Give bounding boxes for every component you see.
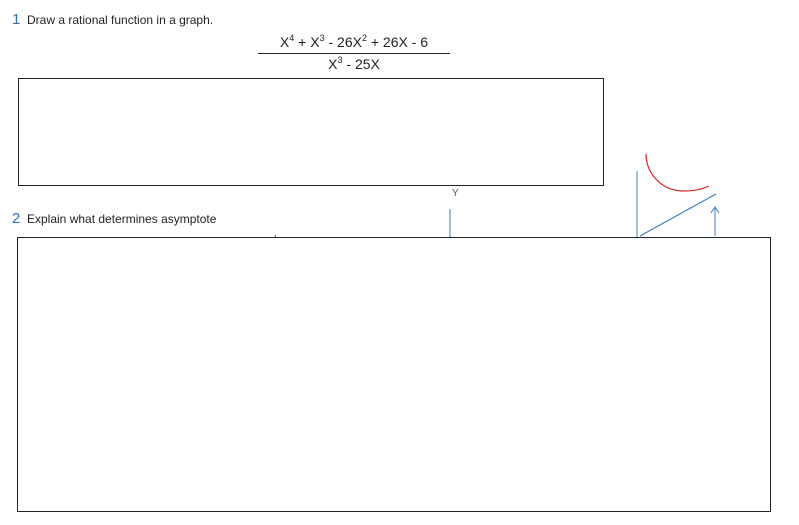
question-2-prompt: Explain what determines asymptote bbox=[27, 212, 217, 226]
arrow-up-icon bbox=[711, 207, 719, 236]
oblique-asymptote-line bbox=[640, 194, 716, 236]
fraction-numerator: $X^4 + X^3 - 26X^2 + 26X - 6$ bbox=[279, 33, 429, 50]
answer-box-2[interactable] bbox=[17, 237, 771, 512]
y-axis-label: Y bbox=[452, 188, 459, 199]
fraction-denominator: $X^3 - 25X$ bbox=[328, 55, 380, 72]
question-1-prompt: Draw a rational function in a graph. bbox=[27, 13, 214, 27]
function-curve bbox=[646, 154, 709, 191]
question-1-number: 1 bbox=[12, 11, 21, 28]
question-2-number: 2 bbox=[12, 210, 21, 227]
